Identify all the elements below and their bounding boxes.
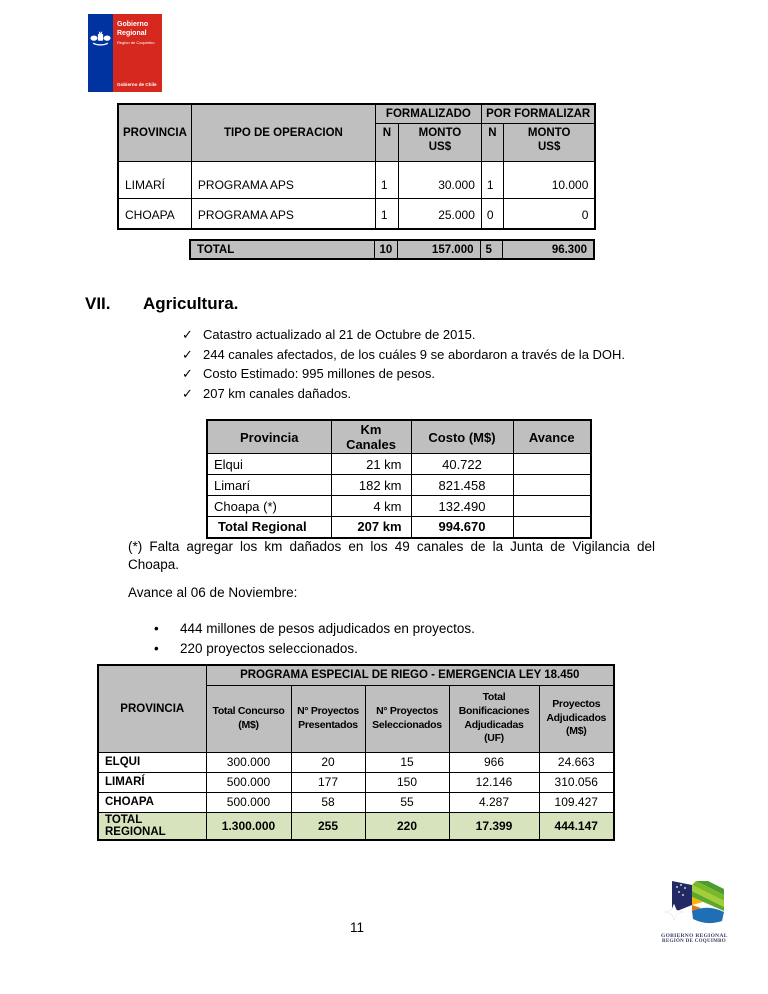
check-icon: ✓ [182, 327, 193, 342]
table-row [207, 496, 591, 517]
cell-proyectos-seleccionados: 15 [365, 752, 449, 772]
cell-provincia: Elqui [207, 454, 331, 475]
cell-costo: 132.490 [411, 496, 513, 517]
checklist-text: 244 canales afectados, de los cuáles 9 se abordaron a través de la DOH. [203, 346, 626, 362]
cell-monto-formalizado: 25.000 [398, 198, 481, 229]
total-n-por-formalizar: 5 [480, 240, 502, 259]
cell-bonificaciones: 12.146 [449, 772, 539, 792]
riego-header-total-concurso: Total Concurso (M$) [206, 685, 291, 752]
cell-n-por-formalizar: 0 [481, 198, 503, 229]
cell-provincia: Choapa (*) [207, 496, 331, 517]
cell-avance [513, 517, 591, 538]
cell-proyectos-seleccionados: 55 [365, 792, 449, 812]
cell-proyectos-presentados: 255 [291, 812, 365, 840]
table-row [207, 454, 591, 475]
riego-group-header: PROGRAMA ESPECIAL DE RIEGO - EMERGENCIA LEY 18.450 [206, 665, 614, 685]
cell-provincia: Limarí [207, 475, 331, 496]
table-row [98, 812, 614, 840]
table-row [98, 792, 614, 812]
logo-text-regional: Regional [117, 29, 147, 37]
logo-text-gobierno: Gobierno [117, 21, 149, 28]
total-label: TOTAL [190, 240, 374, 259]
cell-avance [513, 475, 591, 496]
section-heading [85, 294, 238, 314]
cell-proyectos-presentados: 20 [291, 752, 365, 772]
cell-bonificaciones: 966 [449, 752, 539, 772]
header-logo [88, 14, 162, 92]
footnote: (*) Falta agregar los km dañados en los 49 canales de la Junta de Vigilancia del Choapa. [128, 539, 655, 572]
logo-text-chile: Gobierno de Chile [117, 82, 157, 87]
canales-header-km: Km Canales [331, 420, 411, 454]
checklist-text: 207 km canales dañados. [203, 385, 352, 401]
cell-n-por-formalizar: 1 [481, 161, 503, 198]
cell-avance [513, 496, 591, 517]
cell-monto-por-formalizar: 0 [503, 198, 595, 229]
region-coquimbo-emblem-icon [662, 878, 726, 928]
cell-tipo-operacion: PROGRAMA APS [191, 198, 375, 229]
footer-logo-text-1: GOBIERNO REGIONAL [661, 933, 728, 939]
cell-total-regional: TOTAL REGIONAL [98, 812, 206, 840]
cell-costo: 994.670 [411, 517, 513, 538]
checklist-text: Costo Estimado: 995 millones de pesos. [203, 366, 435, 381]
cell-proyectos-seleccionados: 150 [365, 772, 449, 792]
list-item [182, 384, 682, 404]
cell-provincia: CHOAPA [118, 198, 191, 229]
aps-header-provincia: PROVINCIA [118, 104, 191, 161]
table-row [190, 240, 594, 259]
cell-total-regional: Total Regional [207, 517, 331, 538]
cell-bonificaciones: 4.287 [449, 792, 539, 812]
check-icon: ✓ [182, 385, 193, 401]
page-number: 11 [349, 920, 364, 935]
list-item [182, 325, 682, 345]
cell-km: 4 km [331, 496, 411, 517]
cell-proyectos-presentados: 177 [291, 772, 365, 792]
cell-costo: 40.722 [411, 454, 513, 475]
monto-unit-label: US$ [537, 141, 561, 154]
table-row [118, 198, 595, 229]
cell-costo: 821.458 [411, 475, 513, 496]
logo-text-region: Región de Coquimbo [117, 40, 155, 45]
monto-unit-label: US$ [428, 141, 452, 154]
cell-total-concurso: 300.000 [206, 752, 291, 772]
cell-bonificaciones: 17.399 [449, 812, 539, 840]
cell-total-concurso: 500.000 [206, 792, 291, 812]
cell-provincia: ELQUI [98, 752, 206, 772]
cell-proyectos-adjudicados: 444.147 [539, 812, 614, 840]
section-numeral: VII. [85, 294, 111, 313]
table-row [98, 752, 614, 772]
checklist [182, 325, 682, 403]
cell-total-concurso: 1.300.000 [206, 812, 291, 840]
aps-total-row [189, 239, 595, 260]
cell-proyectos-presentados: 58 [291, 792, 365, 812]
footer-logo [661, 878, 727, 945]
aps-group-formalizado: FORMALIZADO [375, 104, 481, 123]
cell-monto-formalizado: 30.000 [398, 161, 481, 198]
table-row [118, 161, 595, 198]
cell-proyectos-adjudicados: 24.663 [539, 752, 614, 772]
aps-header-monto-por-formalizar [503, 123, 595, 161]
canales-header-provincia: Provincia [207, 420, 331, 454]
cell-proyectos-adjudicados: 109.427 [539, 792, 614, 812]
cell-provincia: LIMARÍ [98, 772, 206, 792]
cell-km: 182 km [331, 475, 411, 496]
bullet-list [154, 619, 634, 659]
aps-table [117, 103, 596, 230]
cell-provincia: CHOAPA [98, 792, 206, 812]
bullet-text: 444 millones de pesos adjudicados en proyectos. [180, 621, 475, 636]
cell-avance [513, 454, 591, 475]
cell-km: 207 km [331, 517, 411, 538]
bullet-icon: • [154, 641, 159, 656]
total-monto-por-formalizar: 96.300 [502, 240, 594, 259]
bullet-icon: • [154, 621, 159, 636]
checklist-text: Catastro actualizado al 21 de Octubre de 2015. [203, 327, 476, 342]
total-monto-formalizado: 157.000 [397, 240, 480, 259]
table-row [207, 475, 591, 496]
canales-table [206, 419, 592, 539]
cell-proyectos-adjudicados: 310.056 [539, 772, 614, 792]
coat-of-arms-icon [90, 30, 111, 48]
aps-header-monto-formalizado [398, 123, 481, 161]
bullet-text: 220 proyectos seleccionados. [180, 641, 358, 656]
canales-header-avance: Avance [513, 420, 591, 454]
aps-header-n-por-formalizar: N [481, 123, 503, 161]
table-row [98, 772, 614, 792]
flag-blue-panel [88, 14, 113, 92]
riego-header-proyectos-seleccionados: N° Proyectos Seleccionados [365, 685, 449, 752]
check-icon: ✓ [182, 346, 193, 362]
riego-header-proyectos-presentados: N° Proyectos Presentados [291, 685, 365, 752]
cell-total-concurso: 500.000 [206, 772, 291, 792]
section-title: Agricultura. [143, 294, 239, 313]
total-n-formalizado: 10 [374, 240, 397, 259]
list-item [182, 364, 682, 384]
cell-monto-por-formalizar: 10.000 [503, 161, 595, 198]
aps-group-por-formalizar: POR FORMALIZAR [481, 104, 595, 123]
list-item [182, 345, 682, 365]
riego-header-bonificaciones: Total Bonificaciones Adjudicadas (UF) [449, 685, 539, 752]
list-item [154, 619, 634, 639]
monto-label: MONTO [527, 126, 571, 139]
cell-km: 21 km [331, 454, 411, 475]
monto-label: MONTO [418, 126, 462, 139]
riego-table [97, 664, 615, 841]
canales-header-costo: Costo (M$) [411, 420, 513, 454]
footer-logo-text-2: REGIÓN DE COQUIMBO [661, 939, 726, 944]
check-icon: ✓ [182, 366, 193, 381]
flag-red-panel [113, 14, 162, 92]
cell-n-formalizado: 1 [375, 161, 398, 198]
table-row [207, 517, 591, 538]
riego-header-provincia: PROVINCIA [98, 665, 206, 752]
aps-header-n-formalizado: N [375, 123, 398, 161]
cell-n-formalizado: 1 [375, 198, 398, 229]
riego-header-proyectos-adjudicados: Proyectos Adjudicados (M$) [539, 685, 614, 752]
avance-label: Avance al 06 de Noviembre: [128, 585, 298, 600]
aps-header-tipo-operacion: TIPO DE OPERACION [191, 104, 375, 161]
cell-proyectos-seleccionados: 220 [365, 812, 449, 840]
list-item [154, 639, 634, 659]
cell-tipo-operacion: PROGRAMA APS [191, 161, 375, 198]
cell-provincia: LIMARÍ [118, 161, 191, 198]
